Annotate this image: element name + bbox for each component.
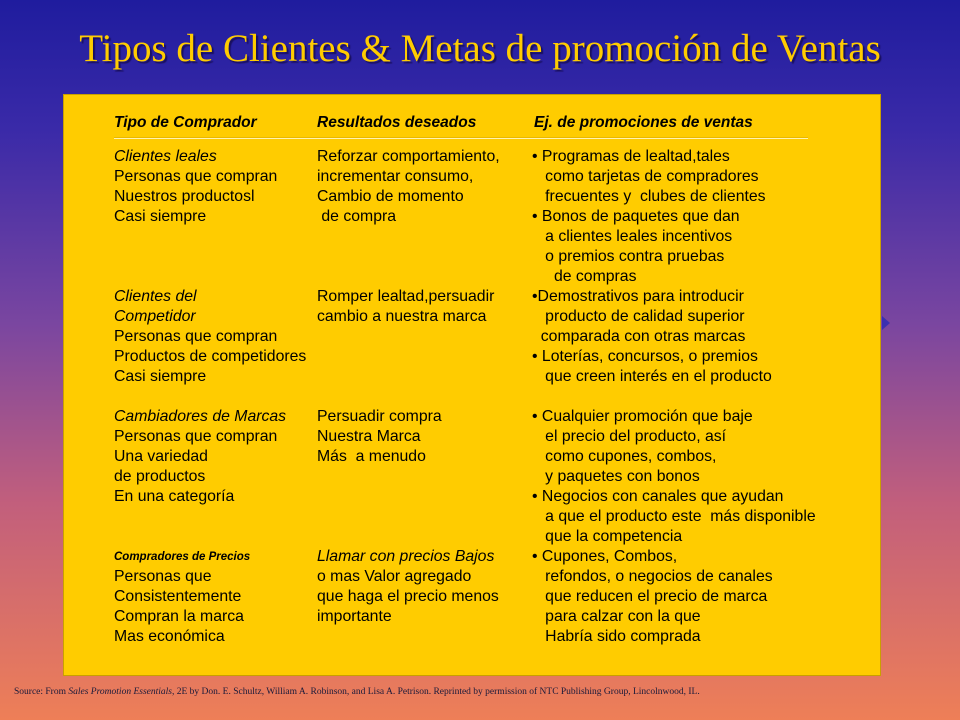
source-prefix: Source: From — [14, 687, 69, 697]
table-cell — [317, 487, 500, 507]
table-cell: Compran la marca — [114, 608, 244, 625]
table-cell: que creen interés en el producto — [532, 368, 772, 385]
table-cell: producto de calidad superior — [532, 308, 745, 325]
table-cell: Productos de competidores — [114, 348, 307, 365]
table-cell — [317, 527, 500, 547]
table-cell: que haga el precio menos — [317, 588, 499, 605]
table-cell: Consistentemente — [114, 588, 242, 605]
table-cell — [317, 347, 500, 367]
table-cell: comparada con otras marcas — [532, 328, 746, 345]
table-cell — [317, 247, 500, 267]
table-cell: frecuentes y clubes de clientes — [532, 188, 766, 205]
table-cell: Una variedad — [114, 448, 208, 465]
table-cell: o mas Valor agregado — [317, 568, 472, 585]
slide-title: Tipos de Clientes & Metas de promoción de Ventas — [79, 27, 881, 70]
table-cell — [317, 387, 500, 407]
table-cell: refondos, o negocios de canales — [532, 568, 773, 585]
table-cell: Personas que compran — [114, 328, 278, 345]
table-cell — [114, 527, 306, 547]
table-cell: En una categoría — [114, 488, 235, 505]
header-ejemplos: Ej. de promociones de ventas — [534, 114, 753, 131]
table-cell: de compra — [317, 208, 397, 225]
table-cell — [317, 627, 500, 647]
table-cell — [114, 267, 306, 287]
table-cell — [317, 227, 500, 247]
column-ejemplos — [532, 147, 816, 647]
table-cell: a que el producto este más disponible — [532, 508, 816, 525]
table-cell: Casi siempre — [114, 368, 207, 385]
table-cell — [317, 327, 500, 347]
table-cell: • Cualquier promoción que baje — [532, 408, 753, 425]
table-cell: Cambiadores de Marcas — [114, 408, 287, 425]
table-cell — [114, 387, 306, 407]
table-cell: • Bonos de paquetes que dan — [532, 208, 740, 225]
source-citation — [14, 687, 700, 697]
table-cell: • Cupones, Combos, — [532, 548, 678, 565]
source-book: Sales Promotion Essentials — [68, 687, 172, 697]
table-cell: para calzar con la que — [532, 608, 701, 625]
table-cell: •Demostrativos para introducir — [532, 288, 744, 305]
table-cell: Casi siempre — [114, 208, 207, 225]
table-cell — [114, 227, 306, 247]
table-cell: Personas que compran — [114, 168, 278, 185]
table-cell: de compras — [532, 268, 637, 285]
arrow-bullet-icon — [882, 316, 890, 330]
table-cell: Reforzar comportamiento, — [317, 148, 500, 165]
table-cell: o premios contra pruebas — [532, 248, 725, 265]
table-cell: Compradores de Precios — [114, 551, 251, 563]
table-cell — [114, 507, 306, 527]
table-cell — [317, 367, 500, 387]
table-cell: Romper lealtad,persuadir — [317, 288, 495, 305]
content-panel — [63, 94, 881, 676]
table-header — [114, 114, 814, 134]
table-cell: a clientes leales incentivos — [532, 228, 733, 245]
table-cell: cambio a nuestra marca — [317, 308, 487, 325]
table-cell: Habría sido comprada — [532, 628, 701, 645]
table-cell — [317, 267, 500, 287]
table-cell: que reducen el precio de marca — [532, 588, 768, 605]
table-cell: el precio del producto, así — [532, 428, 727, 445]
table-cell: incrementar consumo, — [317, 168, 474, 185]
table-cell: • Programas de lealtad,tales — [532, 148, 730, 165]
table-cell: Más a menudo — [317, 448, 426, 465]
table-cell: Persuadir compra — [317, 408, 442, 425]
table-cell: Mas económica — [114, 628, 225, 645]
table-cell: Personas que — [114, 568, 212, 585]
table-cell: • Loterías, concursos, o premios — [532, 348, 758, 365]
table-cell — [317, 467, 500, 487]
table-cell: y paquetes con bonos — [532, 468, 700, 485]
table-cell — [532, 387, 816, 407]
table-cell: Clientes leales — [114, 148, 217, 165]
table-cell: Llamar con precios Bajos — [317, 548, 495, 565]
table-cell: Cambio de momento — [317, 188, 464, 205]
table-cell: Personas que compran — [114, 428, 278, 445]
table-cell: que la competencia — [532, 528, 683, 545]
table-cell: como tarjetas de compradores — [532, 168, 759, 185]
table-cell: Nuestra Marca — [317, 428, 421, 445]
source-suffix: , 2E by Don. E. Schultz, William A. Robinson, and Lisa A. Petrison. Reprinted by permission of NTC Publishing Group, Lincolnwood, IL. — [171, 687, 700, 697]
column-tipo-comprador — [114, 147, 306, 647]
table-cell: como cupones, combos, — [532, 448, 717, 465]
table-cell — [317, 507, 500, 527]
table-cell: Clientes del — [114, 288, 197, 305]
table-cell: • Negocios con canales que ayudan — [532, 488, 784, 505]
table-cell: Nuestros productosl — [114, 188, 255, 205]
header-tipo-comprador: Tipo de Comprador — [114, 114, 257, 131]
table-cell: importante — [317, 608, 392, 625]
header-divider — [114, 137, 808, 138]
column-resultados — [317, 147, 500, 647]
header-resultados: Resultados deseados — [317, 114, 477, 131]
table-cell — [114, 247, 306, 267]
table-cell: Competidor — [114, 308, 196, 325]
table-cell: de productos — [114, 468, 206, 485]
